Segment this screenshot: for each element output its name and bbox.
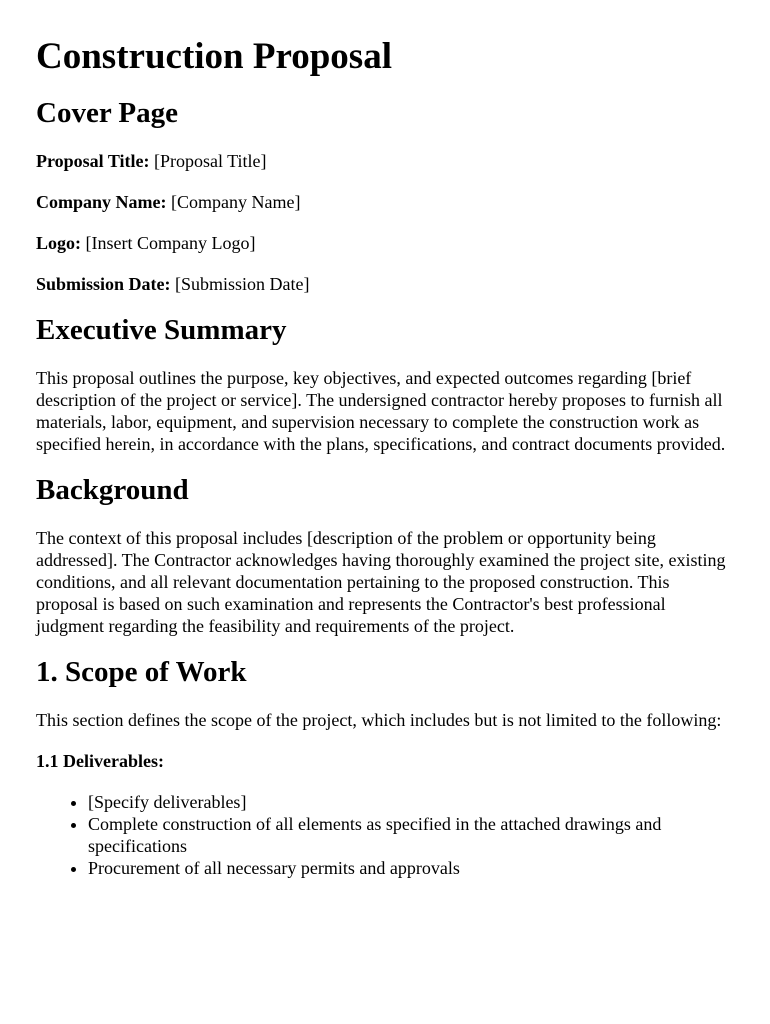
scope-of-work-heading: 1. Scope of Work	[36, 656, 247, 688]
field-label: Logo:	[36, 233, 81, 253]
deliverables-heading: 1.1 Deliverables:	[36, 751, 164, 771]
field-value: [Company Name]	[171, 192, 301, 212]
field-label: Proposal Title:	[36, 151, 150, 171]
executive-summary-text: This proposal outlines the purpose, key objectives, and expected outcomes regarding [brief description of the project or service]. The undersigned contractor hereby proposes to furnish all materials, labor, equipment, and supervision necessary to complete the construction work as specified herein, in accordance with the plans, specifications, and contract documents provided.	[36, 368, 726, 454]
background-heading: Background	[36, 474, 189, 506]
field-value: [Proposal Title]	[154, 151, 267, 171]
field-value: [Submission Date]	[175, 274, 310, 294]
list-item: • Complete construction of all elements as specified in the attached drawings and specifications	[88, 813, 734, 857]
cover-page-heading: Cover Page	[36, 97, 178, 129]
field-logo	[36, 232, 734, 254]
list-item: • Procurement of all necessary permits and approvals	[88, 857, 734, 879]
deliverables-list	[36, 791, 734, 879]
document-title: Construction Proposal	[36, 36, 392, 77]
field-submission-date	[36, 273, 734, 295]
executive-summary-heading: Executive Summary	[36, 314, 287, 346]
list-item: • [Specify deliverables]	[88, 791, 734, 813]
field-label: Company Name:	[36, 192, 167, 212]
field-value: [Insert Company Logo]	[85, 233, 256, 253]
field-proposal-title	[36, 150, 734, 172]
field-company-name	[36, 191, 734, 213]
background-text: The context of this proposal includes [description of the problem or opportunity being addressed]. The Contractor acknowledges having thoroughly examined the project site, existing conditions, and all relevant documentation pertaining to the proposed construction. This proposal is based on such examination and represents the Contractor's best professional judgment regarding the feasibility and requirements of the project.	[36, 528, 726, 636]
scope-of-work-text: This section defines the scope of the project, which includes but is not limited to the following:	[36, 710, 722, 730]
field-label: Submission Date:	[36, 274, 171, 294]
